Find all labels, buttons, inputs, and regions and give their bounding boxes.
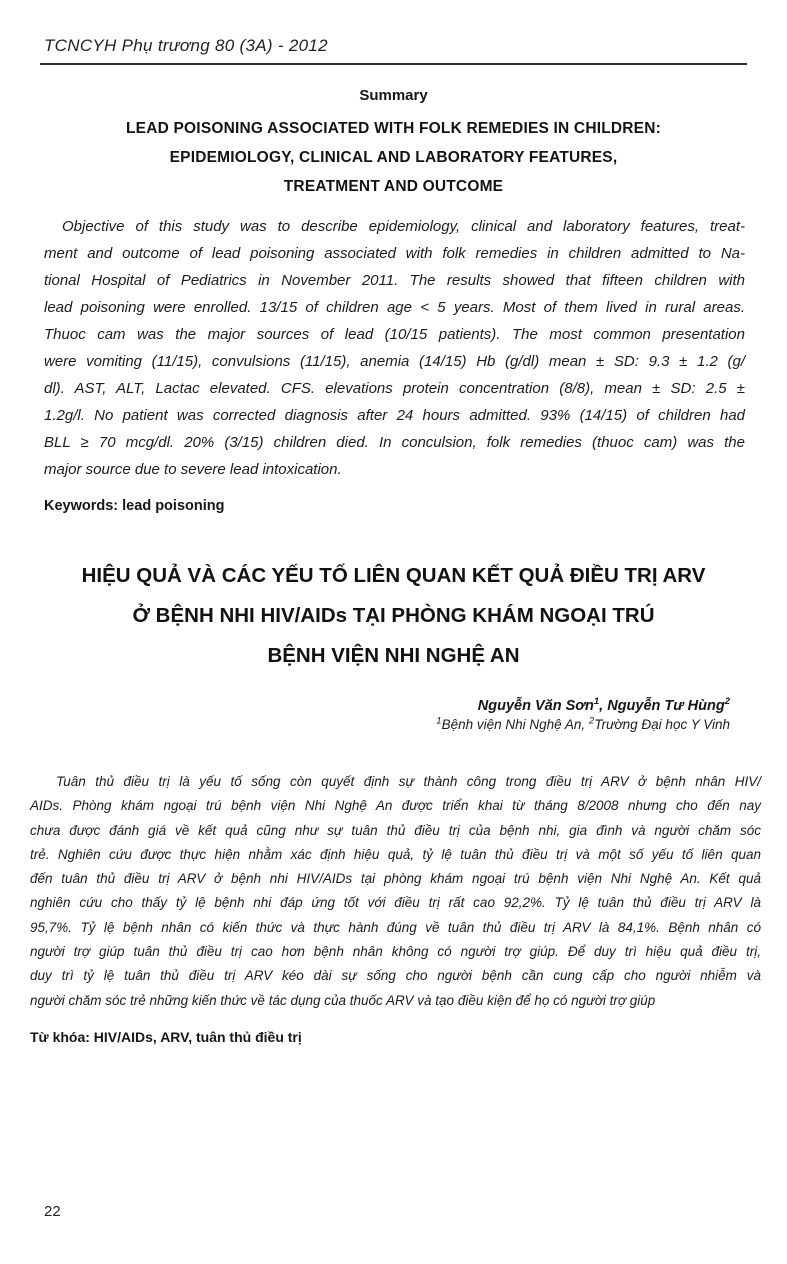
abstract-line: 1.2g/l. No patient was corrected diagnosis after 24 hours admitted. 93% (14/15) of children had (44, 407, 745, 424)
abstract-line: Thuoc cam was the major sources of lead (10/15 patients). The most common presentation (44, 326, 745, 343)
author-superscript: 1 (593, 696, 600, 708)
vietnamese-keywords: Từ khóa: HIV/AIDs, ARV, tuân thủ điều trị (30, 1028, 302, 1045)
abstract-line: Tuân thủ điều trị là yếu tố sống còn quyết định sự thành công trong điều trị ARV ở bệnh nhân HIV/ (56, 774, 761, 789)
header-divider (40, 63, 747, 65)
abstract-line: 95,7%. Tỷ lệ bệnh nhân có kiến thức và thực hành đúng về tuân thủ điều trị ARV là 84,1%. Bệnh nhân có (30, 919, 761, 935)
abstract-line: tional Hospital of Pediatrics in November 2011. The results showed that fifteen children with (44, 272, 745, 289)
abstract-line: were vomiting (11/15), convulsions (11/15), anemia (14/15) Hb (g/dl) mean ± SD: 9.3 ± 1.2 (g/ (44, 353, 745, 370)
abstract-line: AIDs. Phòng khám ngoại trú bệnh viện Nhi Nghệ An được triển khai từ tháng 8/2008 nhưng cho đến nay (30, 798, 761, 814)
english-keywords: Keywords: lead poisoning (44, 498, 225, 514)
english-title-line: LEAD POISONING ASSOCIATED WITH FOLK REMEDIES IN CHILDREN: (126, 120, 661, 137)
vietnamese-article-title (20, 556, 767, 676)
abstract-line: chưa được đánh giá về kết quả cũng như sự tuân thủ điều trị của bệnh nhi, gia đình và người chăm sóc (30, 822, 761, 838)
abstract-line: đến tuân thủ điều trị ARV ở bệnh nhi HIV/AIDs tại phòng khám ngoại trú bệnh viện Nhi Nghệ An. Kết quả (30, 871, 761, 887)
author-name: Nguyễn Tư Hùng (607, 698, 725, 714)
affiliation-superscript: 2 (588, 715, 595, 727)
vietnamese-title-line: BỆNH VIỆN NHI NGHỆ AN (267, 644, 520, 667)
affiliation-line (0, 717, 730, 732)
abstract-line: người trợ giúp tuân thủ điều trị cao hơn bệnh nhân không có người trợ giúp. Để duy trì hiệu quả điều trị, (30, 944, 761, 960)
abstract-line: người chăm sóc trẻ những kiến thức về tác dụng của thuốc ARV và tạo điều kiện để họ có người trợ giúp (30, 992, 656, 1008)
vietnamese-title-line: Ở BỆNH NHI HIV/AIDs TẠI PHÒNG KHÁM NGOẠI TRÚ (132, 604, 655, 627)
abstract-line: duy trì tỷ lệ tuân thủ điều trị ARV kéo dài sự sống cho người bệnh cần cung cấp cho người nhiễm và (30, 968, 761, 984)
english-title-line: EPIDEMIOLOGY, CLINICAL AND LABORATORY FEATURES, (169, 149, 618, 166)
abstract-line: dl). AST, ALT, Lactac elevated. CFS. elevations protein concentration (8/8), mean ± SD: 2.5 ± (44, 380, 745, 397)
english-abstract (44, 213, 745, 483)
vietnamese-abstract (30, 770, 761, 1013)
page-number: 22 (44, 1203, 61, 1220)
vietnamese-title-line: HIỆU QUẢ VÀ CÁC YẾU TỐ LIÊN QUAN KẾT QUẢ ĐIỀU TRỊ ARV (81, 564, 706, 587)
abstract-line: lead poisoning were enrolled. 13/15 of children age < 5 years. Most of them lived in rural areas. (44, 299, 745, 316)
author-superscript: 2 (724, 696, 730, 708)
journal-header: TCNCYH Phụ trương 80 (3A) - 2012 (44, 36, 328, 55)
english-article-title (30, 114, 757, 201)
abstract-line: ment and outcome of lead poisoning associated with folk remedies in children admitted to Na- (44, 245, 745, 262)
abstract-line: Objective of this study was to describe epidemiology, clinical and laboratory features, treat- (62, 218, 745, 235)
affiliation-text: Bệnh viện Nhi Nghệ An, (441, 717, 589, 732)
summary-heading: Summary (359, 87, 428, 104)
abstract-line: major source due to severe lead intoxication. (44, 461, 342, 478)
affiliation-text: Trường Đại học Y Vinh (594, 717, 730, 732)
abstract-line: BLL ≥ 70 mcg/dl. 20% (3/15) children died. In conculsion, folk remedies (thuoc cam) was the (44, 434, 745, 451)
affiliation-superscript: 1 (436, 715, 442, 727)
english-title-line: TREATMENT AND OUTCOME (283, 178, 504, 195)
abstract-line: trẻ. Nghiên cứu được thực hiện nhằm xác định hiệu quả, tỷ lệ tuân thủ điều trị và một số yếu tố liên quan (30, 846, 761, 862)
authors-line (0, 698, 730, 714)
abstract-line: nghiên cứu cho thấy tỷ lệ bệnh nhi đáp ứng tốt với điều trị rất cao 92,2%. Tỷ lệ tuân thủ điều trị ARV là (30, 895, 761, 911)
author-name: Nguyễn Văn Sơn (477, 698, 594, 714)
author-separator: , (599, 698, 608, 714)
